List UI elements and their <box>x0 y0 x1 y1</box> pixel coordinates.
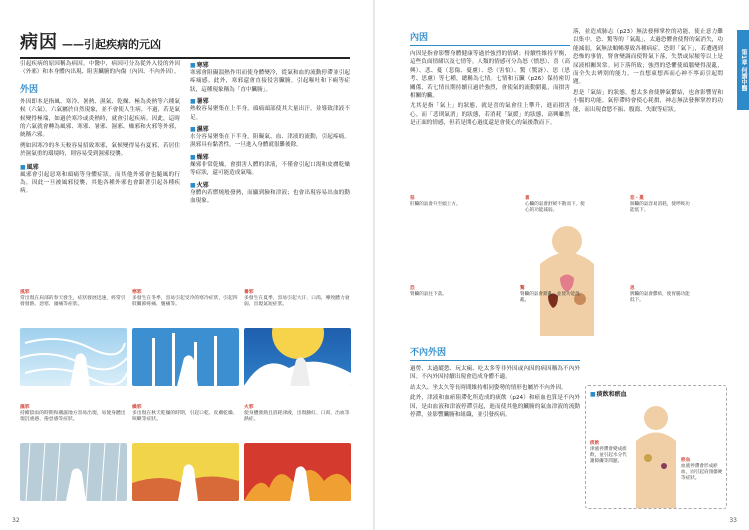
emotion-fear: 恐 腎臟的氣往下落。 <box>410 286 447 297</box>
fengxie-heading: ■ 風邪 <box>20 162 180 171</box>
neiyin-heading: 內因 <box>410 30 570 46</box>
intro-text: 引起疾病的原因稱為病因。中醫中，病因可分為從外入侵的外因（外邪）和本身體內出現、阻害臟腑的內傷（內因、不內外因）。 <box>20 61 180 76</box>
shixie-heading: ■ 濕邪 <box>190 124 350 133</box>
shuxie-text: 熱較容易聚集在上半身，頭痛頭部使其大量出汗，並導致津液不足。 <box>190 106 350 121</box>
chapter-tab: 第1章 何謂中醫 <box>737 30 749 110</box>
fire-illustration <box>244 443 351 501</box>
title-sub: ——引起疾病的元凶 <box>62 38 161 51</box>
emotion-anger: 怒 肝臟的氣會升至頭上方。 <box>410 196 461 207</box>
yuxue-label: 瘀血 血液停滯會形成瘀血，而引起肩頸僵硬等症狀。 <box>681 458 723 481</box>
tanyin-box <box>585 385 727 509</box>
right-col-3 <box>410 345 580 419</box>
cold-illustration <box>132 328 239 386</box>
tanyin-label: 痰飲 津液停滯會變成痰飲，並引起水分代謝障礙等問題。 <box>590 441 627 464</box>
card-fengxie <box>20 290 127 386</box>
shuxie-heading: ■ 暑邪 <box>190 96 350 105</box>
right-col-1 <box>410 30 570 128</box>
heat-illustration <box>244 328 351 386</box>
hanxie-text: 寒邪會阻礙溫熱作用而使身體變冷，從氣和血的流動停滯並引起疼痛感。此外，寒邪還會直接侵害臟腑，引起嘔吐和下痢等症狀，這種現象稱為「直中臟腑」。 <box>190 70 350 93</box>
title-main: 病因 <box>20 32 58 53</box>
waiyin-text: 外因即本是指風、寒冷、暑熱、濕氣、乾燥、極為炎熱等六種氣候（六氣）。六氣屬於自然現象，並不會使人生病。不過，若是氣候變得極端，如過於寒冷或炎熱時，就會引起疾病。因此，這時的六氣就會轉為風邪、寒邪、暑邪、濕邪、燥邪和火邪等外邪，統稱六邪。 <box>20 98 180 139</box>
huoxie-heading: ■ 火邪 <box>190 180 350 189</box>
bunei-text3: 此外，津液和血瘀阻滯化所造成的痰飲（p24）和瘀血也算是不內外因，是由血液和津液停滯引起，進而使其他的臟腑的氣血津液的流動停滯，並影響臟腑和組織，並引發疾病。 <box>410 395 580 419</box>
card-caption: 濕邪 持續陰雨的時期和潮濕地方容易出現，易使身體出現沉重感、倦怠感等症狀。 <box>20 405 126 423</box>
right-col-2 <box>573 28 723 114</box>
page-title <box>20 28 350 59</box>
left-col-2 <box>190 60 350 205</box>
page-number-left: 32 <box>12 517 20 524</box>
card-huoxie <box>244 405 351 501</box>
bunei-text2: 站太久、坐太久等長時間維持相同姿勢的情形也屬於不內外因。 <box>410 384 567 391</box>
emotions-figure <box>410 196 725 336</box>
tanyin-title: ■ 痰飲和瘀血 <box>590 389 627 398</box>
col2-text2: 思是「氣結」的狀態，想太多會使脾氣鬱結，也會影響胃和小腸的功能。氣停滯時會使心耗損，神志無法發揮掌控的功能，而出現食慾不振、腹瀉、失眠等症狀。 <box>573 89 723 113</box>
card-caption: 火邪 使身體發熱且消耗津液，出現臉紅、口渴、出血等熱症。 <box>244 405 350 423</box>
wind-illustration <box>20 328 127 386</box>
bunei-heading: 不內外因 <box>410 345 580 361</box>
neiyin-text: 內因是指會影響身體健康等過於強烈的情緒；持續性維持平衡，這些負面情緒以及七情等。人類的情感可分為怒（憤怒）、喜（高興）、悲、憂（悲傷、憂慮）、恐（害怕）、驚（驚訝）、思（思考、思慮）等七種，總稱為七情。七情和五臟（p26）保持密切關係，若七情長期持續且過於強烈，會使氣的流動錯亂，而損害相關的臟。 <box>410 51 570 100</box>
huoxie-text: 身體內若燃燒般發熱，而顯到臉和津液；也會出現容易出血的動血現象。 <box>190 189 350 205</box>
card-hanxie <box>132 290 239 386</box>
card-caption: 暑邪 多發生在夏季，容易引起大汗、口渴，導致體力衰弱，出現氣短症狀。 <box>244 290 350 308</box>
col2-text: 落，並造成肺志（p23）無法發揮掌控的功能，使止意力難以集中。恐、驚等的「氣亂」，太過恐懼會使腎的氣消失，功能減弱，氣無法順暢導致各種病症。恐則「氣下」，若遭遇到恐怖的事情，腎會變調而使腎氣下落，失禁或尿頻等以上是尿液相關異常。同下落所致；強烈的恐懼使頭腦變得混亂，而全失去辨別的能力，一直想東想西而心神不寧而引起問題。 <box>573 29 723 86</box>
emotion-sorrow: 悲・憂 肺臟的氣容易消耗，使呼吸功能低下。 <box>630 196 690 213</box>
hanxie-heading: ■ 寒邪 <box>190 60 350 69</box>
emotion-joy: 喜 心臟的氣會舒緩不散而下，使心的功能減弱。 <box>525 196 585 213</box>
emotion-thought: 思 脾臟的氣會鬱結，使胃腸功能低下。 <box>630 286 690 303</box>
zaoxie-heading: ■ 燥邪 <box>190 152 350 161</box>
card-caption: 風邪 常出現在肩部的春天發生，症狀發展迅速，經常引發發熱、惡寒、頭痛等症狀。 <box>20 290 126 308</box>
zaoxie-text: 燥邪非常乾燥，會損害人體的津液，不僅會引起口渴和皮膚乾燥等症狀，還可能造成氣喘。 <box>190 161 350 177</box>
card-shixie <box>20 405 127 501</box>
emotion-shock: 驚 腎臟的氣會錯亂，並使功能混亂。 <box>520 286 580 303</box>
card-caption: 燥邪 多出現在秋天乾燥的時期，引起口乾、皮膚乾燥、咳嗽等症狀。 <box>132 405 238 423</box>
fengxie-text: 風邪會引起惡寒和頭痛等身體症狀，而其他外邪會也隨風的行為，因此一旦被風邪侵襲，其他各種外邪也會跟著引起各種疾病。 <box>20 171 180 195</box>
bunei-text: 過勞、太過縱慾、玩太瘋、吃太多等非外因或內因的病因稱為不內外因。不內外因持續出現會造成身體不適。 <box>410 366 580 381</box>
card-shuxie <box>244 290 351 386</box>
left-page <box>0 0 374 530</box>
page-number-right: 33 <box>729 517 737 524</box>
dry-illustration <box>132 443 239 501</box>
shixie-text: 水分容易聚集在下半身，阻礙氣、血、津液的流動，引起疼痛。濕邪具有黏著性，一旦進入身體就很難後除。 <box>190 134 350 149</box>
left-col-1 <box>20 60 180 196</box>
waiyin-text2: 例如因寒冷的冬天較容易招致寒邪，氣候變得易有夏邪，若居住於濕氣重的環境時，則容易受到濕邪侵襲。 <box>20 142 180 158</box>
right-page <box>375 0 749 530</box>
damp-illustration <box>20 443 127 501</box>
card-caption: 寒邪 多發生在冬季，容易引起受冷的寒冷症狀，引起四肢關節疼痛、腹痛等。 <box>132 290 238 308</box>
card-zaoxie <box>132 405 239 501</box>
waiyin-heading: 外因 <box>20 84 39 95</box>
neiyin-text2: 尤其是指「氣上」的狀態，就是喜的氣會往上攀升，進而損害心。而「悲則氣消」的狀態，若消耗「氣緩」的狀態，高興雖然是正面的情感，但若是開心過度還是會使心的氣後散而下。 <box>410 103 570 127</box>
